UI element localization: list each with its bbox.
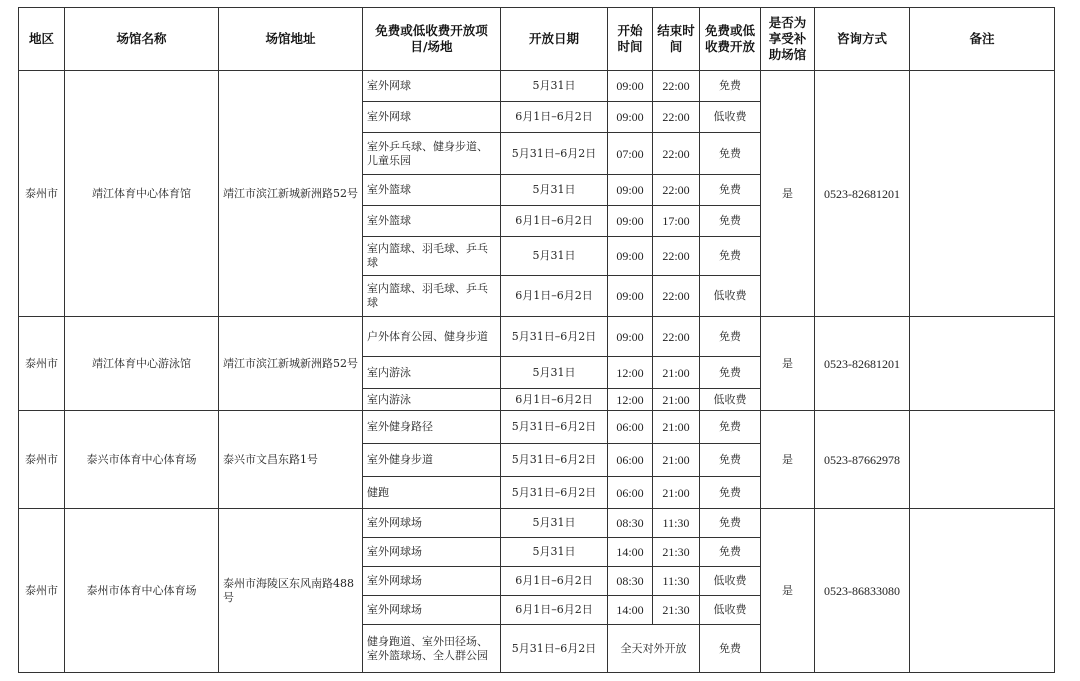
end-time-cell: 21:00 (653, 389, 700, 411)
contact-cell: 0523-82681201 (815, 317, 910, 411)
venue-name-cell: 泰兴市体育中心体育场 (65, 411, 219, 509)
open-date-cell: 6月1日–6月2日 (501, 276, 608, 317)
end-time-cell: 11:30 (653, 567, 700, 596)
open-item-cell: 室外健身步道 (363, 444, 501, 477)
fee-type-cell: 低收费 (700, 276, 761, 317)
start-time-cell: 06:00 (608, 411, 653, 444)
table-row (19, 71, 1055, 102)
fee-type-cell: 免费 (700, 509, 761, 538)
all-day-cell: 全天对外开放 (608, 625, 700, 673)
open-item-cell: 室外网球场 (363, 567, 501, 596)
open-date-cell: 6月1日–6月2日 (501, 102, 608, 133)
open-date-cell: 5月31日 (501, 538, 608, 567)
fee-type-cell: 免费 (700, 133, 761, 175)
end-time-cell: 21:00 (653, 357, 700, 389)
open-item-cell: 健跑 (363, 477, 501, 509)
end-time-cell: 22:00 (653, 317, 700, 357)
fee-type-cell: 免费 (700, 71, 761, 102)
open-date-cell: 5月31日–6月2日 (501, 133, 608, 175)
fee-type-cell: 低收费 (700, 102, 761, 133)
start-time-cell: 08:30 (608, 567, 653, 596)
open-item-cell: 户外体育公园、健身步道 (363, 317, 501, 357)
note-cell (910, 317, 1055, 411)
open-date-cell: 5月31日–6月2日 (501, 411, 608, 444)
table-row (19, 509, 1055, 538)
open-item-cell: 室外健身路径 (363, 411, 501, 444)
region-cell: 泰州市 (19, 411, 65, 509)
fee-type-cell: 免费 (700, 206, 761, 237)
start-time-cell: 09:00 (608, 237, 653, 276)
open-item-cell: 室外网球 (363, 102, 501, 133)
header-venue-address: 场馆地址 (219, 8, 363, 71)
header-contact: 咨询方式 (815, 8, 910, 71)
start-time-cell: 14:00 (608, 596, 653, 625)
fee-type-cell: 免费 (700, 411, 761, 444)
fee-type-cell: 免费 (700, 444, 761, 477)
venue-name-cell: 泰州市体育中心体育场 (65, 509, 219, 673)
open-date-cell: 6月1日–6月2日 (501, 567, 608, 596)
subsidized-cell: 是 (761, 411, 815, 509)
end-time-cell: 22:00 (653, 276, 700, 317)
end-time-cell: 21:30 (653, 538, 700, 567)
open-date-cell: 5月31日–6月2日 (501, 625, 608, 673)
note-cell (910, 509, 1055, 673)
open-date-cell: 5月31日–6月2日 (501, 444, 608, 477)
venue-table (18, 7, 1055, 673)
contact-cell: 0523-82681201 (815, 71, 910, 317)
open-date-cell: 6月1日–6月2日 (501, 389, 608, 411)
start-time-cell: 08:30 (608, 509, 653, 538)
open-date-cell: 5月31日 (501, 509, 608, 538)
end-time-cell: 21:00 (653, 477, 700, 509)
open-item-cell: 健身跑道、室外田径场、室外篮球场、全人群公园 (363, 625, 501, 673)
table-row (19, 411, 1055, 444)
open-item-cell: 室内游泳 (363, 389, 501, 411)
venue-address-cell: 靖江市滨江新城新洲路52号 (219, 317, 363, 411)
region-cell: 泰州市 (19, 317, 65, 411)
header-subsidized: 是否为享受补助场馆 (761, 8, 815, 71)
open-item-cell: 室外网球场 (363, 596, 501, 625)
start-time-cell: 09:00 (608, 276, 653, 317)
subsidized-cell: 是 (761, 317, 815, 411)
open-date-cell: 5月31日–6月2日 (501, 477, 608, 509)
table-row (19, 317, 1055, 357)
end-time-cell: 21:30 (653, 596, 700, 625)
end-time-cell: 17:00 (653, 206, 700, 237)
venue-table-body (19, 71, 1055, 673)
note-cell (910, 71, 1055, 317)
open-item-cell: 室内游泳 (363, 357, 501, 389)
contact-cell: 0523-86833080 (815, 509, 910, 673)
end-time-cell: 22:00 (653, 237, 700, 276)
region-cell: 泰州市 (19, 509, 65, 673)
open-item-cell: 室内篮球、羽毛球、乒乓球 (363, 237, 501, 276)
note-cell (910, 411, 1055, 509)
start-time-cell: 09:00 (608, 206, 653, 237)
fee-type-cell: 免费 (700, 175, 761, 206)
fee-type-cell: 免费 (700, 357, 761, 389)
fee-type-cell: 免费 (700, 477, 761, 509)
header-open-date: 开放日期 (501, 8, 608, 71)
venue-schedule-sheet (18, 7, 1054, 673)
header-start-time: 开始时间 (608, 8, 653, 71)
fee-type-cell: 免费 (700, 538, 761, 567)
contact-cell: 0523-87662978 (815, 411, 910, 509)
start-time-cell: 06:00 (608, 477, 653, 509)
fee-type-cell: 低收费 (700, 389, 761, 411)
region-cell: 泰州市 (19, 71, 65, 317)
start-time-cell: 07:00 (608, 133, 653, 175)
start-time-cell: 09:00 (608, 317, 653, 357)
fee-type-cell: 免费 (700, 625, 761, 673)
end-time-cell: 21:00 (653, 411, 700, 444)
header-fee-type: 免费或低收费开放 (700, 8, 761, 71)
start-time-cell: 12:00 (608, 357, 653, 389)
end-time-cell: 22:00 (653, 133, 700, 175)
start-time-cell: 14:00 (608, 538, 653, 567)
open-date-cell: 5月31日–6月2日 (501, 317, 608, 357)
start-time-cell: 09:00 (608, 175, 653, 206)
header-row (19, 8, 1055, 71)
start-time-cell: 12:00 (608, 389, 653, 411)
fee-type-cell: 免费 (700, 237, 761, 276)
start-time-cell: 09:00 (608, 102, 653, 133)
open-item-cell: 室外篮球 (363, 175, 501, 206)
open-item-cell: 室外网球场 (363, 509, 501, 538)
open-item-cell: 室外网球场 (363, 538, 501, 567)
venue-name-cell: 靖江体育中心游泳馆 (65, 317, 219, 411)
open-item-cell: 室外篮球 (363, 206, 501, 237)
fee-type-cell: 低收费 (700, 567, 761, 596)
venue-address-cell: 泰州市海陵区东风南路488号 (219, 509, 363, 673)
end-time-cell: 22:00 (653, 102, 700, 133)
venue-address-cell: 泰兴市文昌东路1号 (219, 411, 363, 509)
open-date-cell: 5月31日 (501, 237, 608, 276)
start-time-cell: 09:00 (608, 71, 653, 102)
end-time-cell: 22:00 (653, 71, 700, 102)
header-open-item: 免费或低收费开放项目/场地 (363, 8, 501, 71)
header-region: 地区 (19, 8, 65, 71)
fee-type-cell: 免费 (700, 317, 761, 357)
start-time-cell: 06:00 (608, 444, 653, 477)
header-end-time: 结束时间 (653, 8, 700, 71)
open-item-cell: 室外网球 (363, 71, 501, 102)
open-date-cell: 5月31日 (501, 71, 608, 102)
end-time-cell: 22:00 (653, 175, 700, 206)
venue-address-cell: 靖江市滨江新城新洲路52号 (219, 71, 363, 317)
fee-type-cell: 低收费 (700, 596, 761, 625)
venue-name-cell: 靖江体育中心体育馆 (65, 71, 219, 317)
open-date-cell: 5月31日 (501, 357, 608, 389)
open-date-cell: 5月31日 (501, 175, 608, 206)
header-venue-name: 场馆名称 (65, 8, 219, 71)
open-item-cell: 室内篮球、羽毛球、乒乓球 (363, 276, 501, 317)
subsidized-cell: 是 (761, 509, 815, 673)
subsidized-cell: 是 (761, 71, 815, 317)
end-time-cell: 11:30 (653, 509, 700, 538)
end-time-cell: 21:00 (653, 444, 700, 477)
header-note: 备注 (910, 8, 1055, 71)
open-date-cell: 6月1日–6月2日 (501, 596, 608, 625)
open-item-cell: 室外乒乓球、健身步道、儿童乐园 (363, 133, 501, 175)
open-date-cell: 6月1日–6月2日 (501, 206, 608, 237)
